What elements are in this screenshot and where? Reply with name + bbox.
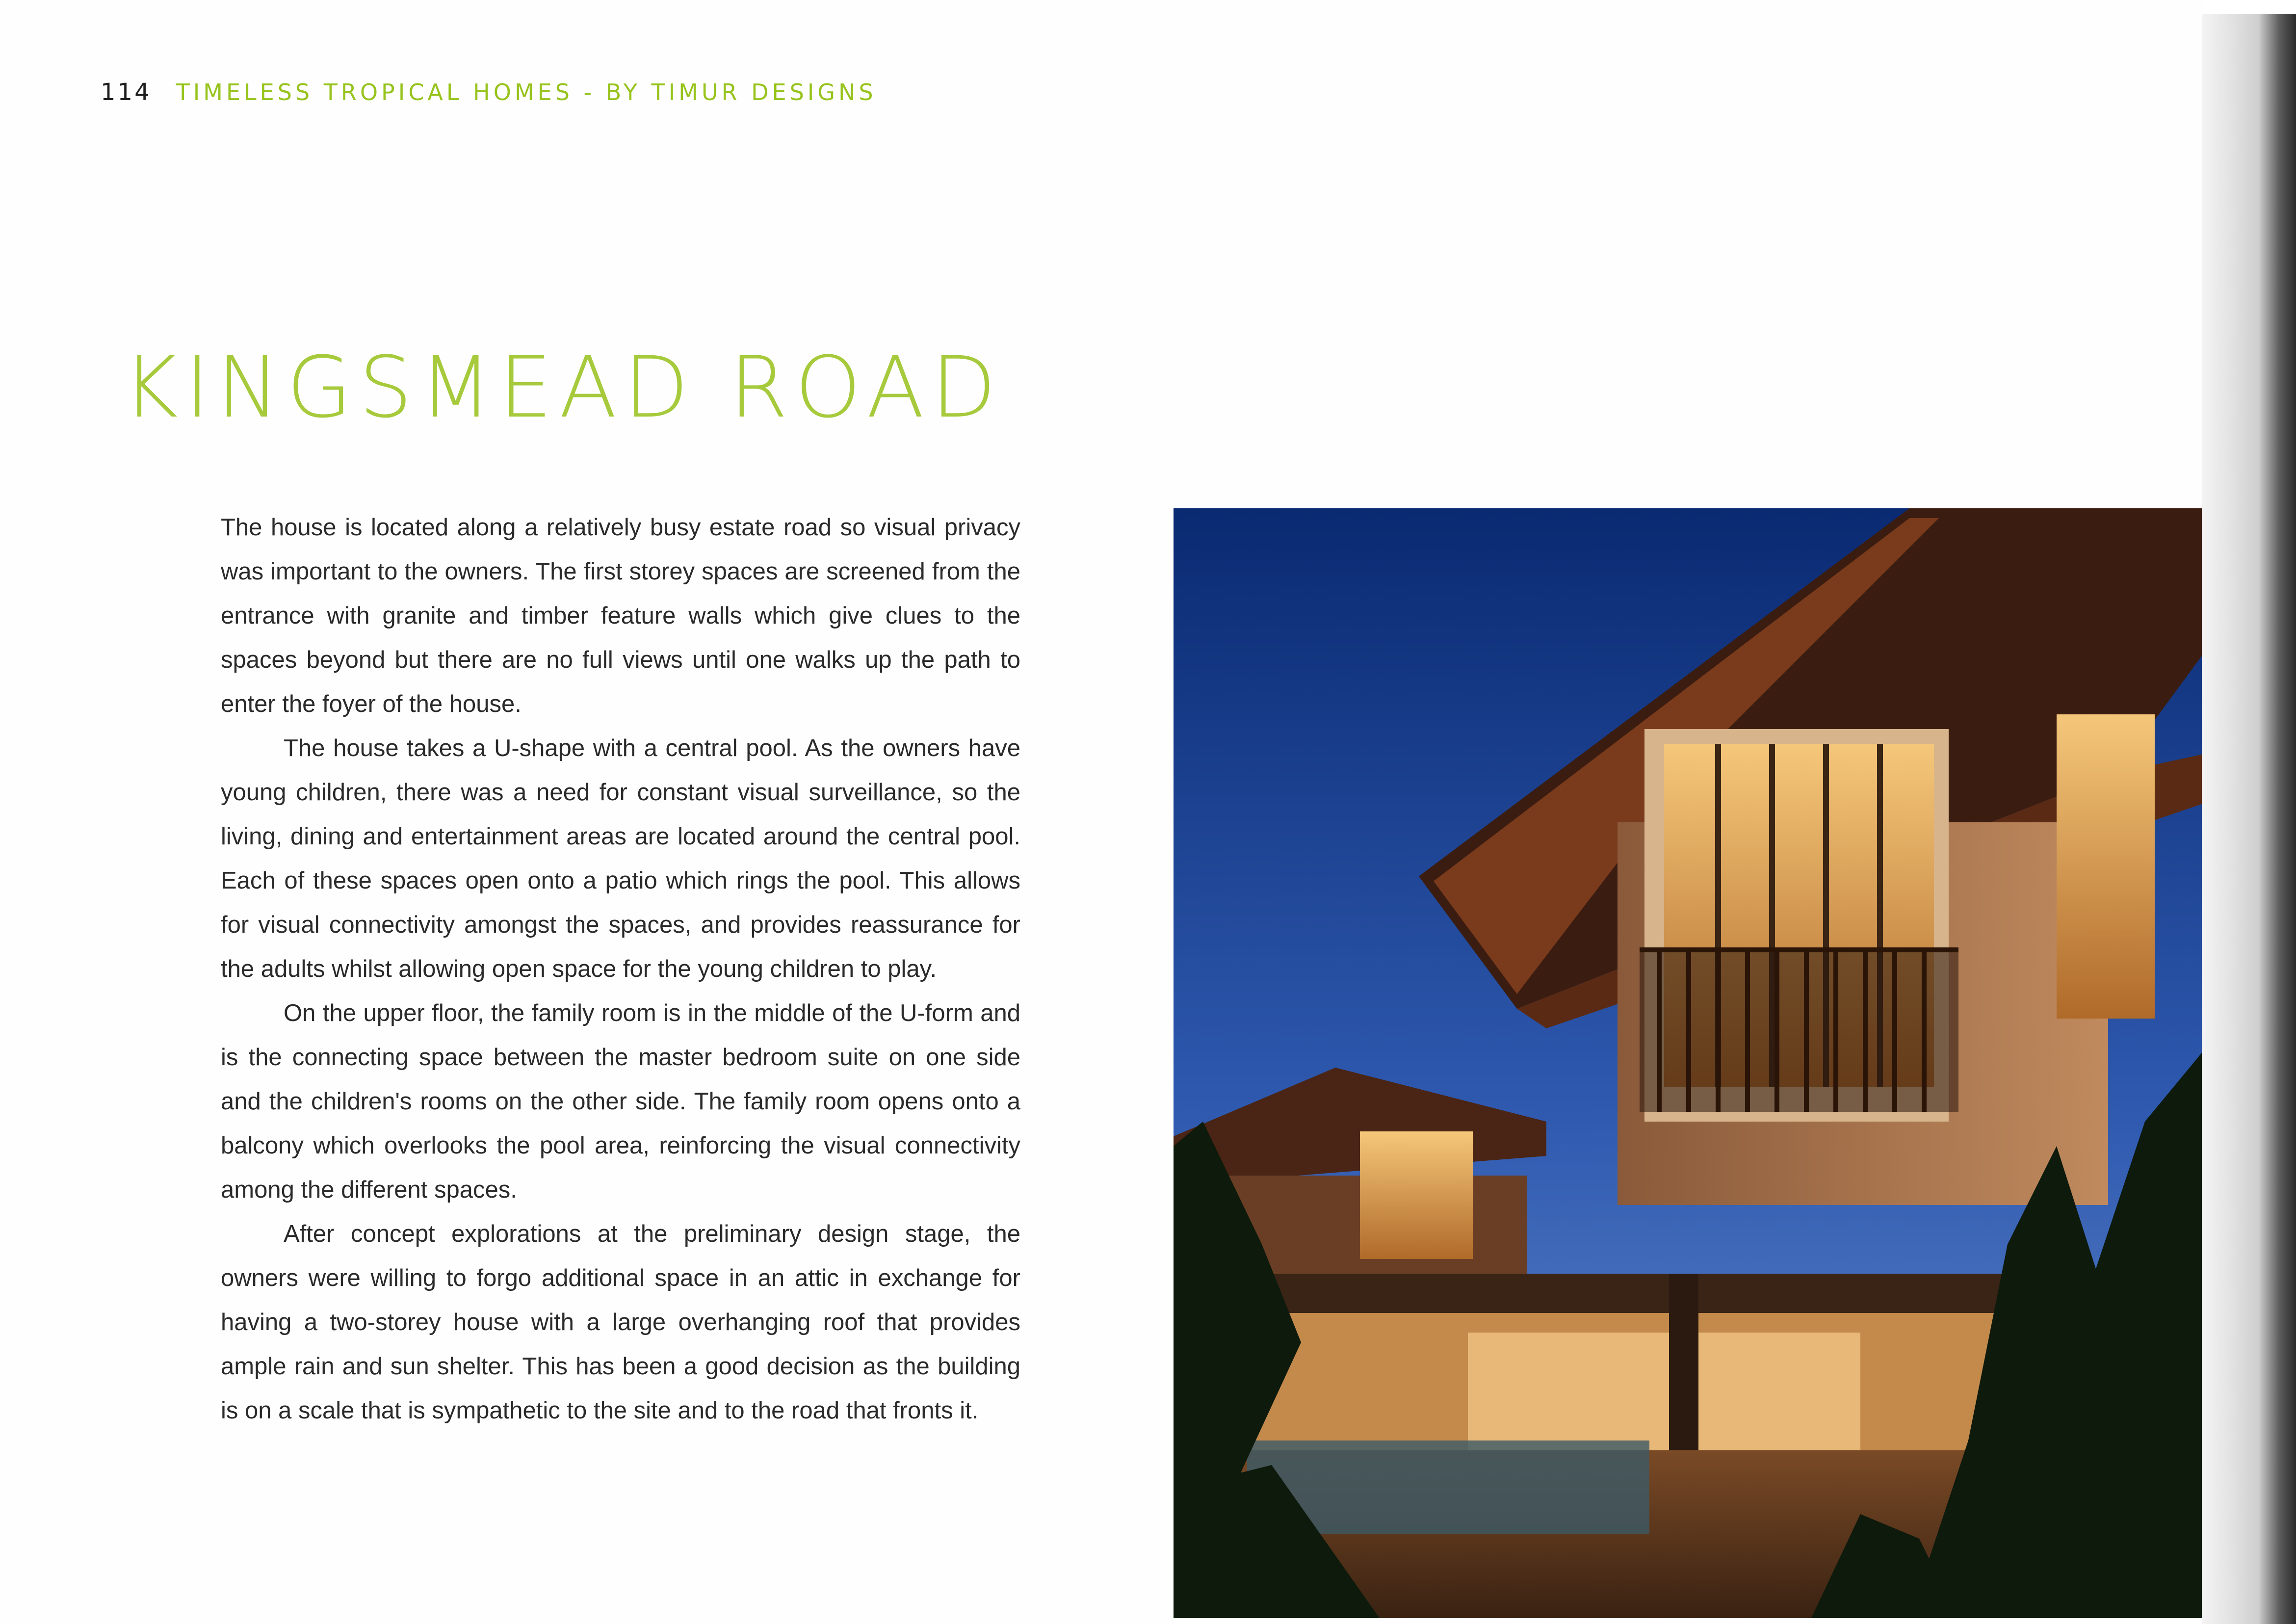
article-title: KINGSMEAD ROAD bbox=[123, 338, 1003, 437]
house-exterior-photo bbox=[1174, 508, 2206, 1618]
book-title: TIMELESS TROPICAL HOMES - BY TIMUR DESIGNS bbox=[176, 79, 877, 105]
lower-window bbox=[1360, 1131, 1473, 1259]
page-edge-top bbox=[2202, 0, 2296, 14]
side-window bbox=[2057, 714, 2155, 1019]
photo-illustration bbox=[1174, 508, 2206, 1618]
paragraph-2: The house takes a U-shape with a central pool. As the owners have young children, there was a need for constant visual surveillance, so the living, dining and entertainment areas are located around the central pool. Each of these spaces open onto a patio which rings the pool. This allows for visual connectivity amongst the spaces, and provides reassurance for the adults whilst allowing open space for the young children to play. bbox=[221, 735, 1020, 982]
page-gutter-edge bbox=[2202, 14, 2296, 1624]
paragraph-1: The house is located along a relatively busy estate road so visual privacy was important to the owners. The first storey spaces are screened from the entrance with granite and timber feature walls which give clues to the spaces beyond but there are no full views until one walks up the path to enter the foyer of the house. bbox=[221, 514, 1020, 717]
page-number: 114 bbox=[101, 79, 152, 106]
running-header bbox=[101, 79, 877, 113]
paragraph-3: On the upper floor, the family room is in the middle of the U-form and is the connecting space between the master bedroom suite on one side and the children's rooms on the other side. The family room opens onto a balcony which overlooks the pool area, reinforcing the visual connectivity among the different spaces. bbox=[221, 1000, 1020, 1203]
article-body bbox=[221, 505, 1020, 1433]
paragraph-4: After concept explorations at the preliminary design stage, the owners were willing to forgo additional space in an attic in exchange for having a two-storey house with a large overhanging roof that provides ample rain and sun shelter. This has been a good decision as the building is on a scale that is sympathetic to the site and to the road that fronts it. bbox=[221, 1221, 1020, 1424]
